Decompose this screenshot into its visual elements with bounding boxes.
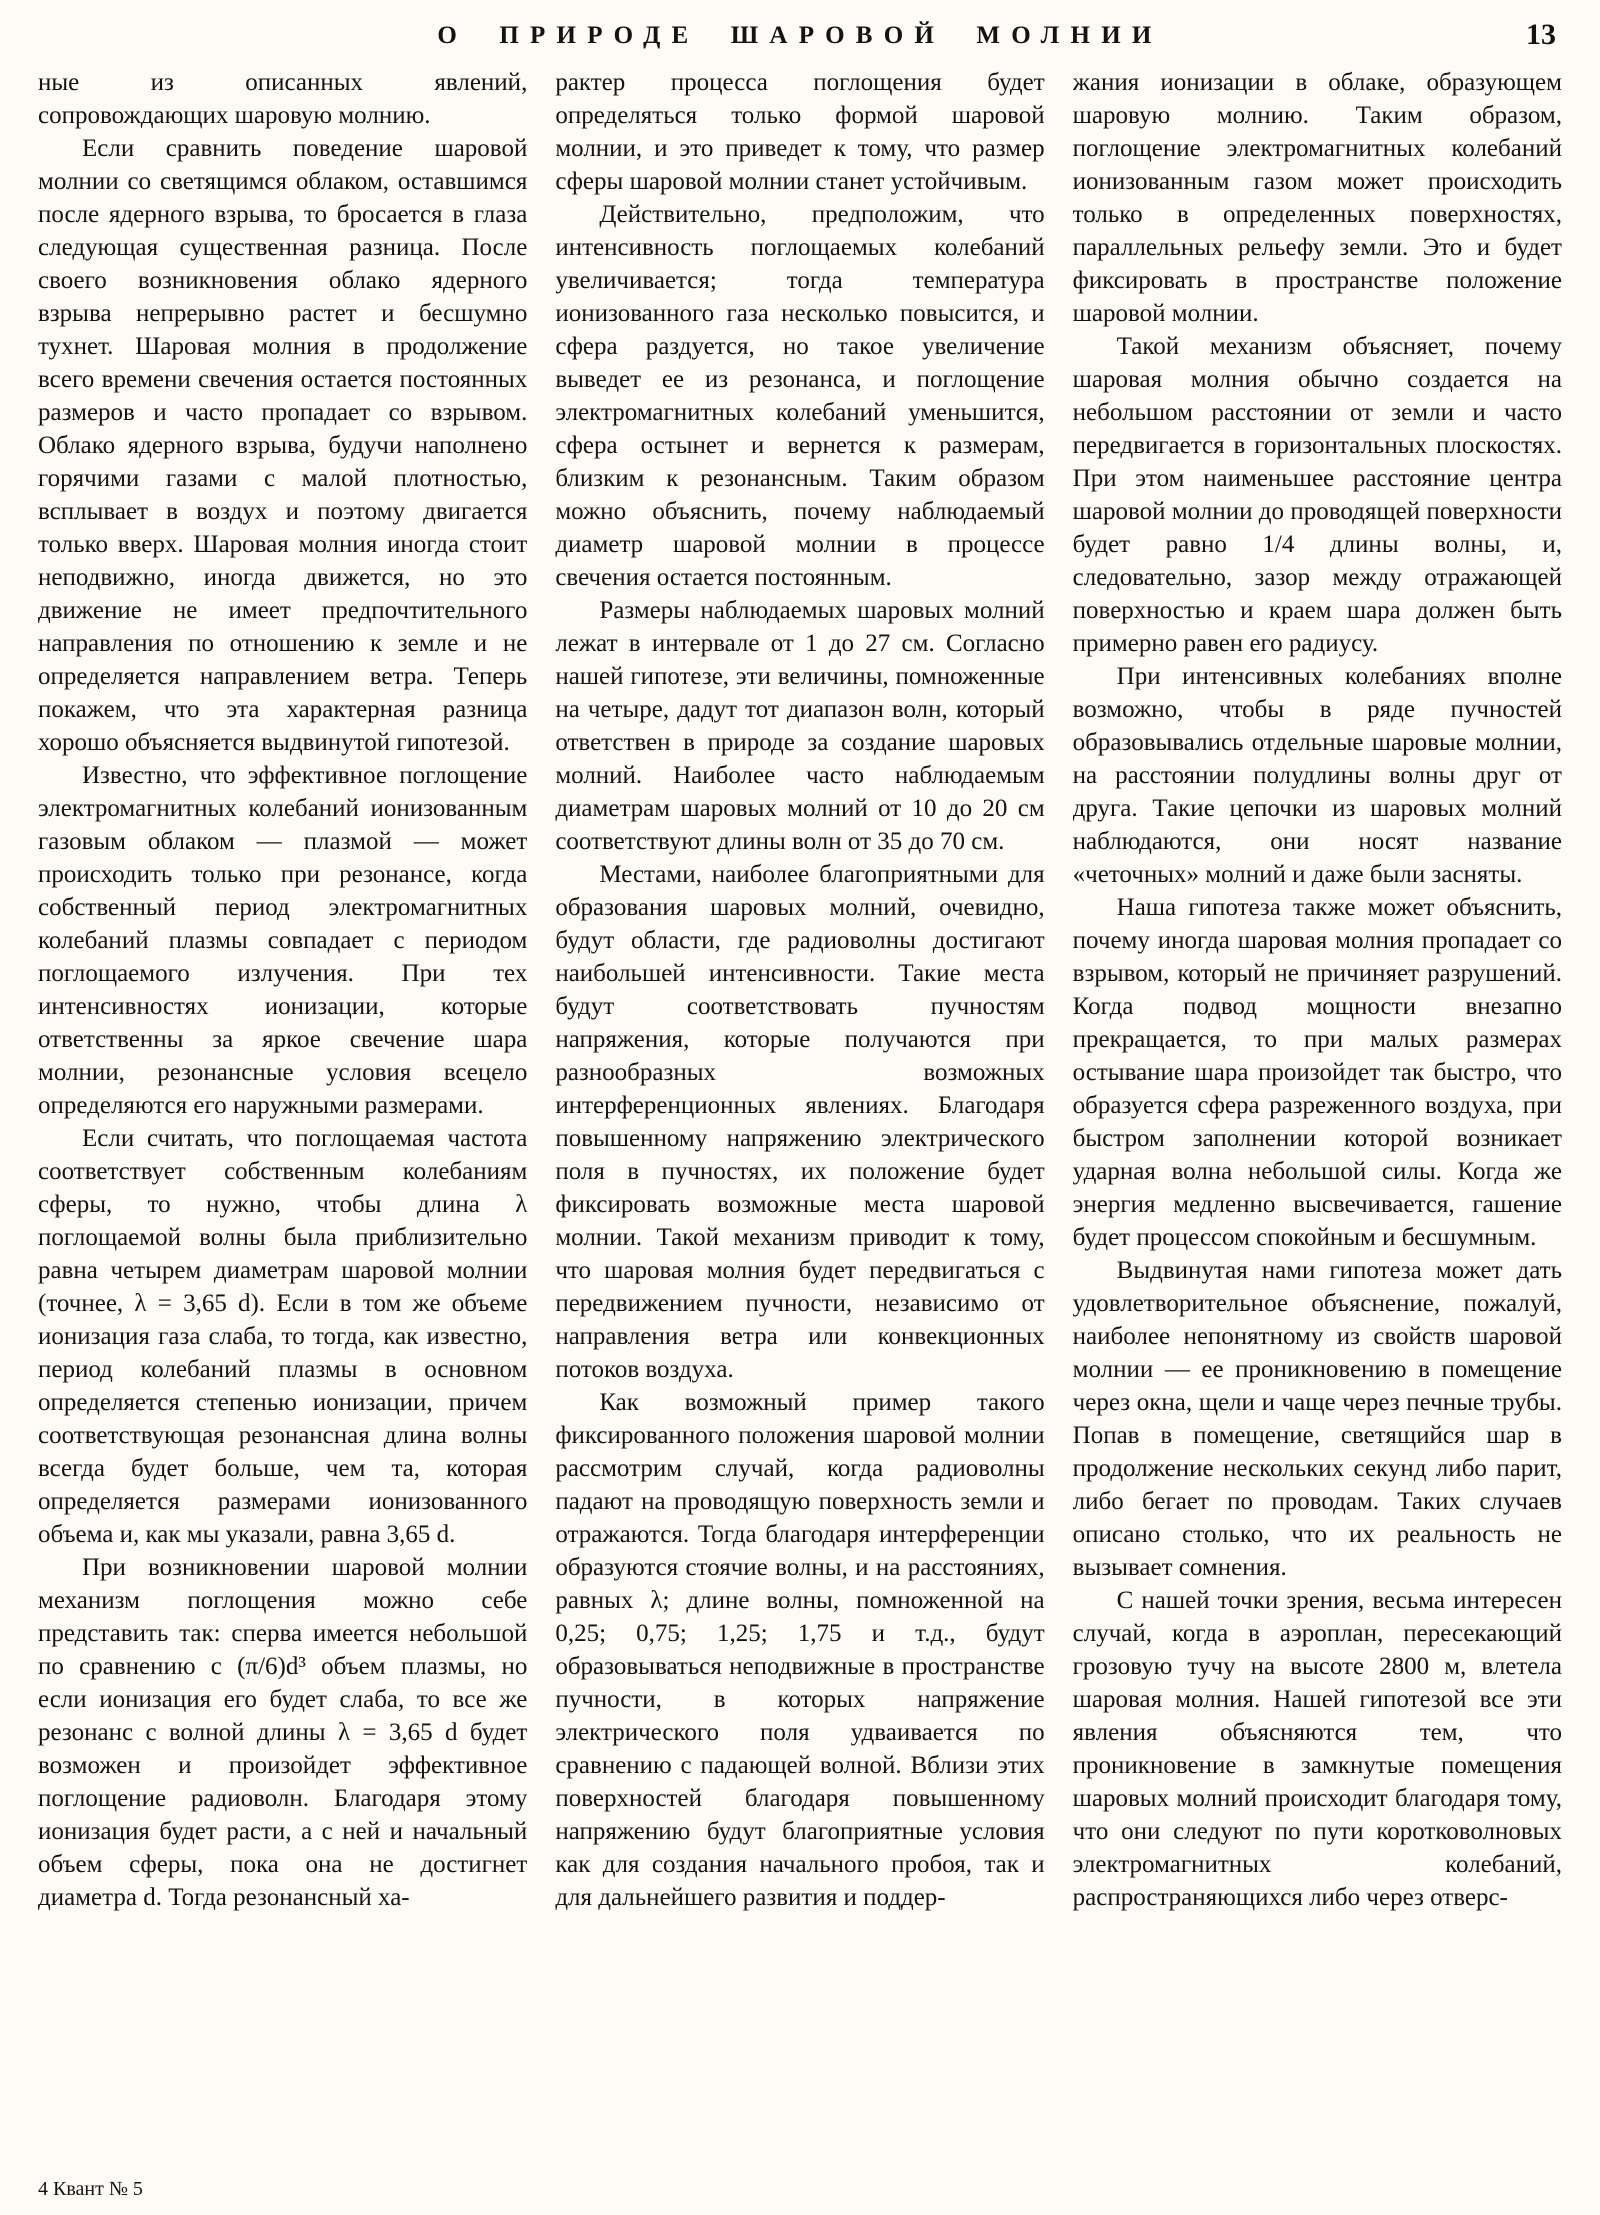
text-column-3 — [1073, 66, 1562, 2167]
page-number: 13 — [1526, 18, 1556, 51]
paragraph: Если считать, что поглощаемая частота соответствует собственным колебаниям сферы, то нужно, чтобы длина λ поглощаемой волны была приблизительно равна четырем диаметрам шаровой молнии (точнее, λ = 3,65 d). Если в том же объеме ионизация газа слаба, то тогда, как известно, период колебаний плазмы в основном определяется степенью ионизации, причем соответствующая резонансная длина волны всегда будет больше, чем та, которая определяется размерами ионизованного объема и, как мы указали, равна 3,65 d. — [38, 1125, 528, 1548]
page-header — [38, 18, 1562, 62]
paragraph: Если сравнить поведение шаровой молнии со светящимся облаком, оставшимся после ядерного взрыва, то бросается в глаза следующая существенная разница. После своего возникновения облако ядерного взрыва непрерывно растет и бесшумно тухнет. Шаровая молния в продолжение всего времени свечения остается постоянных размеров и часто пропадает со взрывом. Облако ядерного взрыва, будучи наполнено горячими газами с малой плотностью, всплывает в воздух и поэтому двигается только вверх. Шаровая молния иногда стоит неподвижно, иногда движется, но это движение не имеет предпочтительного направления по отношению к земле и не определяется направлением ветра. Теперь покажем, что эта характерная разница хорошо объясняется выдвинутой гипотезой. — [38, 135, 528, 756]
paragraph: рактер процесса поглощения будет определяться только формой шаровой молнии, и это приведет к тому, что размер сферы шаровой молнии станет устойчивым. — [555, 69, 1045, 195]
text-column-2 — [555, 66, 1044, 2167]
paragraph: ные из описанных явлений, сопровождающих шаровую молнию. — [38, 69, 528, 129]
paragraph: Как возможный пример такого фиксированного положения шаровой молнии рассмотрим случай, когда радиоволны падают на проводящую поверхность земли и отражаются. Тогда благодаря интерференции образуются стоячие волны, и на расстояниях, равных λ; длине волны, помноженной на 0,25; 0,75; 1,25; 1,75 и т.д., будут образовываться неподвижные в пространстве пучности, в которых напряжение электрического поля удваивается по сравнению с падающей волной. Вблизи этих поверхностей благодаря повышенному напряжению будут благоприятные условия как для создания начального пробоя, так и для дальнейшего развития и поддер- — [555, 1389, 1045, 1911]
article-body — [38, 66, 1562, 2167]
paragraph: Известно, что эффективное поглощение электромагнитных колебаний ионизованным газовым облаком — плазмой — может происходить только при резонансе, когда собственный период электромагнитных колебаний плазмы совпадает с периодом поглощаемого излучения. При тех интенсивностях ионизации, которые ответственны за яркое свечение шара молнии, резонансные условия всецело определяются его наружными размерами. — [38, 762, 528, 1119]
text-column-1 — [38, 66, 527, 2167]
paragraph: Действительно, предположим, что интенсивность поглощаемых колебаний увеличивается; тогда температура ионизованного газа несколько повысится, и сфера раздуется, но такое увеличение выведет ее из резонанса, и поглощение электромагнитных колебаний уменьшится, сфера остынет и вернется к размерам, близким к резонансным. Таким образом можно объяснить, почему наблюдаемый диаметр шаровой молнии в процессе свечения остается постоянным. — [555, 201, 1045, 591]
paragraph: жания ионизации в облаке, образующем шаровую молнию. Таким образом, поглощение электромагнитных колебаний ионизованным газом может происходить только в определенных поверхностях, параллельных рельефу земли. Это и будет фиксировать в пространстве положение шаровой молнии. — [1072, 69, 1562, 327]
footer-imprint: 4 Квант № 5 — [38, 2178, 143, 2200]
paragraph: Размеры наблюдаемых шаровых молний лежат в интервале от 1 до 27 см. Согласно нашей гипотезе, эти величины, помноженные на четыре, дадут тот диапазон волн, который ответствен в природе за создание шаровых молний. Наиболее часто наблюдаемым диаметрам шаровых молний от 10 до 20 см соответствуют длины волн от 35 до 70 см. — [555, 597, 1045, 855]
paragraph: Такой механизм объясняет, почему шаровая молния обычно создается на небольшом расстоянии от земли и часто передвигается в горизонтальных плоскостях. При этом наименьшее расстояние центра шаровой молнии до проводящей поверхности будет равно 1/4 длины волны, и, следовательно, зазор между отражающей поверхностью и краем шара должен быть примерно равен его радиусу. — [1072, 333, 1562, 657]
running-title: О ПРИРОДЕ ШАРОВОЙ МОЛНИИ — [437, 22, 1163, 49]
paragraph: При возникновении шаровой молнии механизм поглощения можно себе представить так: сперва имеется небольшой по сравнению с (π/6)d³ объем плазмы, но если ионизация его будет слаба, то все же резонанс с волной длины λ = 3,65 d будет возможен и произойдет эффективное поглощение радиоволн. Благодаря этому ионизация будет расти, а с ней и начальный объем сферы, пока она не достигнет диаметра d. Тогда резонансный ха- — [38, 1554, 528, 1911]
paragraph: Местами, наиболее благоприятными для образования шаровых молний, очевидно, будут области, где радиоволны достигают наибольшей интенсивности. Такие места будут соответствовать пучностям напряжения, которые получаются при разнообразных возможных интерференционных явлениях. Благодаря повышенному напряжению электрического поля в пучностях, их положение будет фиксировать возможные места шаровой молнии. Такой механизм приводит к тому, что шаровая молния будет передвигаться с передвижением пучности, независимо от направления ветра или конвекционных потоков воздуха. — [555, 861, 1045, 1383]
paragraph: С нашей точки зрения, весьма интересен случай, когда в аэроплан, пересекающий грозовую тучу на высоте 2800 м, влетела шаровая молния. Нашей гипотезой все эти явления объясняются тем, что проникновение в замкнутые помещения шаровых молний происходит благодаря тому, что они следуют по пути коротковолновых электромагнитных колебаний, распространяющихся либо через отверс- — [1072, 1587, 1562, 1911]
page-footer — [38, 2167, 1562, 2201]
paragraph: При интенсивных колебаниях вполне возможно, чтобы в ряде пучностей образовывались отдельные шаровые молнии, на расстоянии полудлины волны друг от друга. Такие цепочки из шаровых молний наблюдаются, они носят название «четочных» молний и даже были засняты. — [1072, 663, 1562, 888]
paragraph: Выдвинутая нами гипотеза может дать удовлетворительное объяснение, пожалуй, наиболее непонятному из свойств шаровой молнии — ее проникновению в помещение через окна, щели и чаще через печные трубы. Попав в помещение, светящийся шар в продолжение нескольких секунд либо парит, либо бегает по проводам. Таких случаев описано столько, что их реальность не вызывает сомнения. — [1072, 1257, 1562, 1581]
paragraph: Наша гипотеза также может объяснить, почему иногда шаровая молния пропадает со взрывом, который не причиняет разрушений. Когда подвод мощности внезапно прекращается, то при малых размерах остывание шара произойдет так быстро, что образуется сфера разреженного воздуха, при быстром заполнении которой возникает ударная волна небольшой силы. Когда же энергия медленно высвечивается, гашение будет процессом спокойным и бесшумным. — [1072, 894, 1562, 1251]
